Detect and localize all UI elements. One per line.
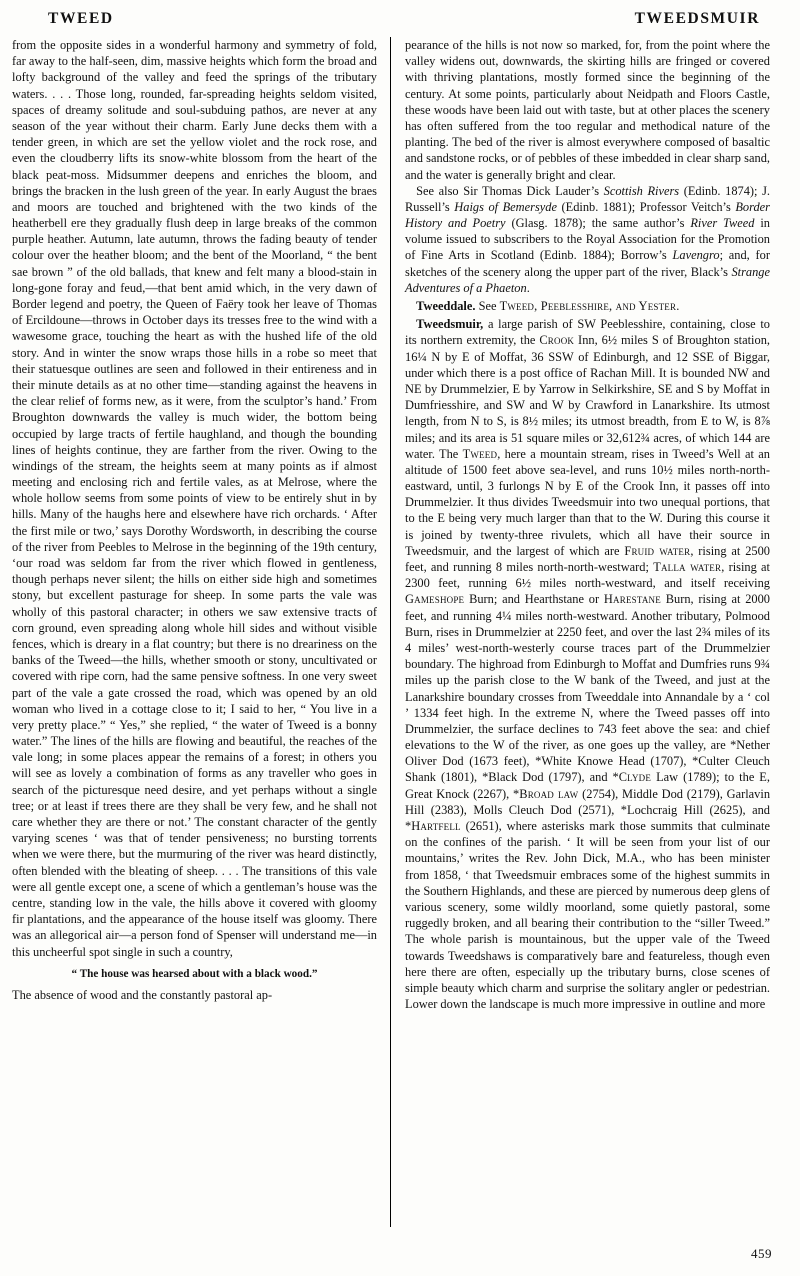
bibliography-paragraph: [405, 183, 770, 296]
running-head-left: TWEED: [48, 10, 114, 27]
bib-title-1: Scottish Rivers: [603, 183, 680, 198]
bib-title-9: Lavengro: [672, 248, 720, 263]
text-columns: [12, 37, 788, 1227]
bib-text-4: (Edinb. 1881); Professor Veitch’s: [556, 199, 736, 214]
bib-text-8: in volume issued to subscribers to the Royal Association for the Promotion of Fine Arts in Scotland (Edinb. 1884); Borrow’s: [405, 216, 770, 263]
page-number: 459: [751, 1246, 772, 1261]
entry-body: a large parish of SW Peeblesshire, containing, close to its northern extremity, the Crook Inn, 6½ miles S of Broughton station, 16¼ N by E of Moffat, 36 SSW of Edinburgh, and 12 SSE of Biggar, under which there is a post office of Rachan Mill. It is bounded NW and NE by Drummelzier, E by Yarrow in Selkirkshire, SE and S by Moffat in Dumfriesshire, and SW and W by Crawford in Lanarkshire. Its utmost length, from N to S, is 8½ miles; its utmost breadth, from E to W, is 8⅞ miles; and its area is 51 square miles or 32,612¾ acres, of which 144 are water. The Tweed, here a mountain stream, rises in Tweed’s Well at an altitude of 1500 feet above sea-level, and runs 10½ miles north-north-eastward, until, 3 furlongs N by E of the Crook Inn, it passes off into Drummelzier. It thus divides Tweedsmuir into two unequal portions, that to the E being very much larger than that to the W. During this course it is joined by twenty-three rivulets, which all have their source in Tweedsmuir, and the largest of which are Fruid water, rising at 2500 feet, and running 8 miles north-north-westward; Talla water, rising at 2300 feet, running 6½ miles north-westward, and itself receiving Gameshope Burn; and Hearthstane or Harestane Burn, rising at 2000 feet, and running 4¼ miles north-westward. Another tributary, Polmood Burn, rises in Drummelzier at 2250 feet, and over the last 2¾ miles of its 4 miles’ west-north-westerly course traces part of the Drummelzier boundary. The highroad from Edinburgh to Moffat and Dumfries runs 9¾ miles up the parish close to the W bank of the Tweed, and just at the Lanarkshire boundary crosses from Tweeddale into Annandale by a ‘ col ’ 1334 feet high. In the extreme N, where the Tweed passes off into Drummelzier, the surface declines to 743 feet above the sea: and chief elevations to the W of the river, as one goes up the valley, are *Nether Oliver Dod (1673 feet), *White Knowe Head (1707), *Culter Cleuch Shank (1801), *Black Dod (1797), and *Clyde Law (1789); to the E, Great Knock (2267), *Broad law (2754), Middle Dod (2179), Garlavin Hill (2383), Molls Cleuch Dod (2571), *Lochcraig Hill (2625), and *Hartfell (2651), where asterisks mark those summits that culminate on the confines of the parish. ‘ It will be seen from your list of our mountains,’ writes the Rev. John Dick, M.A., who has been minister from 1858, ‘ that Tweedsmuir embraces some of the highest summits in the Southern Highlands, and these are pierced by numerous deep glens of various scenery, some wildly moorland, some quietly pastoral, some ruggedly broken, and all bearing their contribution to the “siller Tweed.” The whole parish is mountainous, but the upper vale of the Tweed towards Tweedshaws is comparatively bare and featureless, though even here there are often, especially up the tributary burns, close scenes of simple beauty which charm and surprise the solitary angler or pedestrian. Lower down the landscape is much more impressive in outline and more: [405, 317, 771, 1012]
bib-text-0: See also Sir Thomas Dick Lauder’s: [416, 183, 604, 198]
bib-title-3: Haigs of Bemersyde: [454, 199, 557, 214]
entry-body: See: [478, 299, 500, 313]
paragraph: The absence of wood and the constantly pastoral ap-: [12, 988, 273, 1003]
entry-headword: Tweedsmuir,: [416, 317, 484, 332]
verse-quotation: “ The house was hearsed about with a black wood.”: [71, 967, 318, 980]
bib-text-10: ; and, for sketches of the scenery along the upper part of the river, Black’s: [405, 248, 770, 279]
paragraph: pearance of the hills is not now so marked, for, from the point where the valley widens out, downwards, the skirting hills are fringed or covered with thriving plantations, mostly formed since the beginning of the century. At some points, particularly about Neidpath and Floors Castle, these woods have been laid out with taste, but at other places the scenery has often suffered from the too regular and methodical nature of the planting. The bed of the river is almost everywhere composed of basaltic and sandstone rocks, or of pebbles of these imbedded in clear sharp sand, and the water is generally bright and clear.: [405, 38, 770, 182]
bib-text-12: .: [526, 280, 530, 295]
bib-title-11: Strange Adventures of a Phaeton: [405, 264, 770, 295]
bib-title-5: Border History and Poetry: [405, 199, 771, 231]
entry-cross-references: Tweed, Peeblesshire, and Yester.: [499, 299, 680, 313]
bib-title-7: River Tweed: [690, 216, 755, 231]
entry-headword: Tweeddale.: [416, 299, 476, 313]
bib-text-2: (Edinb. 1874); J. Russell’s: [405, 183, 770, 214]
entry-tweedsmuir: [405, 316, 770, 1012]
running-head-right: TWEEDSMUIR: [634, 10, 760, 27]
entry-tweeddale: [405, 298, 770, 314]
right-column: [391, 37, 770, 1227]
left-column: [12, 37, 391, 1227]
bib-text-6: (Glasg. 1878); the same author’s: [505, 216, 691, 231]
running-head: [12, 10, 788, 28]
paragraph: from the opposite sides in a wonderful harmony and symmetry of fold, far away to the half-seen, dim, massive heights which form the broad and lofty background of the valley and feed the springs of the tributary waters. . . . Those long, rounded, far-spreading heights seldom visited, spaces of dreamy solitude and soul-subduing pathos, are never at any season of the year without their charm. Early June decks them with a tender green, in which are set the yellow violet and the rock rose, and even the cloudberry lifts its snow-white blossom from the heart of the black peat-moss. Midsummer deepens and enriches the bloom, and brings the bracken in the lush green of the year. In early August the braes and moors are touched and brightened with the two kinds of the heatherbell ere they gradually flush deep in large breaks of the common purple heather. Autumn, late autumn, throws the fading beauty of tender colour over the heather bloom; and the bent of the Moorland, “ the bent sae brown ” of the old ballads, that knew and felt many a blood-stain in long-gone foray and feud,—that bent amid which, in the very dawn of Border legend and poetry, the Queen of Faëry took her leave of Thomas of Ercildoune—throws in October days its tresses free to the wind with a wawesome grace, touching the heart as with the hushed life of the old story. And in winter the snow wraps those hills in a robe so meet that their statuesque outlines are seen and followed in their entireness and in their minute details as at no other time—standing against the heavens in the clear relief of forms new, as it were, from the sculptor’s hand.’ From Broughton downwards the valley is much wider, the bottom being occupied by large tracts of fertile haughland, and though the bounding lines of heights continue, they are farther from the river. Owing to the windings of the stream, the heights seem at many points as if almost meeting and enclosing rich and fertile vales, as at Melrose, where the whole hollow seems from some points of view to be entirely shut in by hills. Many of the haughs here and elsewhere have rich orchards. ‘ After the first mile or two,’ says Dorothy Wordsworth, in describing the course of the river from Peebles to Melrose in the beginning of the 19th century, ‘our road was seldom far from the river which flowed in gentleness, though perhaps never silent; the hills on either side high and sometimes stony, but excellent pasturage for sheep. In some parts the vale was wholly of this pastoral character; in others we saw extensive tracts of corn ground, even spreading along whole hill sides and without visible fences, which is dreary in a flat country; but there is no dreariness on the banks of the Tweed—the hills, whether smooth or stony, uncultivated or covered with ripe corn, had the same pensive softness. In one very sweet part of the vale a gate crossed the road, which was opened by an old woman who lived in a cottage close to it; I said to her, “ You live in a very pretty place.” “ Yes,” she replied, “ the water of Tweed is a bonny water.” The lines of the hills are flowing and beautiful, the reaches of the vale long; in some places appear the remains of a forest; in others you will see as lovely a combination of forms as any traveller who goes in search of the picturesque need desire, and yet perhaps without a single tree; or at least if trees there are they shall be very few, and he shall not care whether they are there or not.’ The constant character of the gently varying scenes ‘ was that of tender pensiveness; no bursting torrents when we were there, but the murmuring of the river was heard distinctly, often blended with the bleating of sheep. . . . The transitions of this vale were all gentle except one, a scene of which a gentleman’s house was the centre, standing low in the vale, the hills above it covered with gloomy fir plantations, and the appearance of the house itself was gloomy. There was an allegorical air—a person fond of Spenser will understand me—in this uncheerful spot single in such a country,: [12, 38, 377, 959]
